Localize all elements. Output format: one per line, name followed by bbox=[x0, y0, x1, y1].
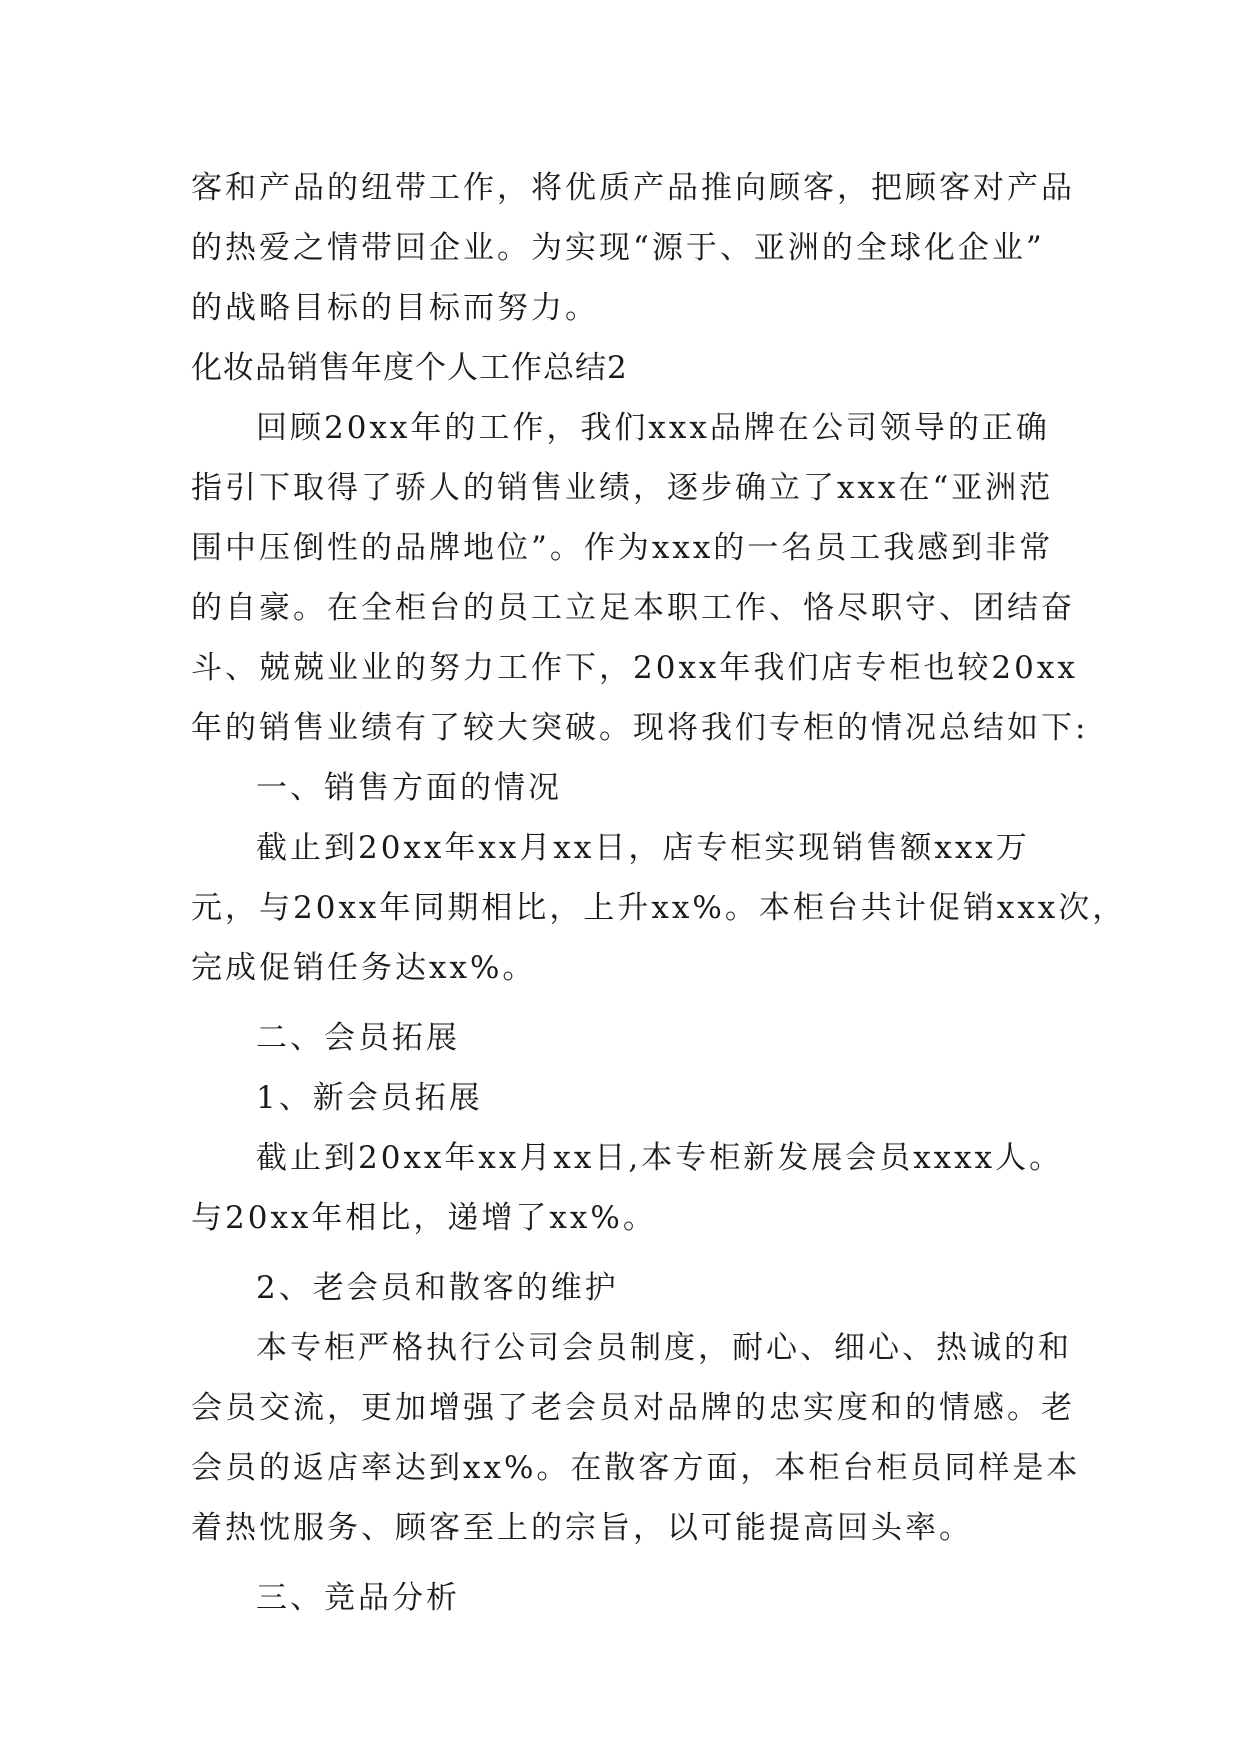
text-line: 与20xx年相比，递增了xx%。 bbox=[191, 1200, 657, 1236]
text-line: 围中压倒性的品牌地位”。作为xxx的一名员工我感到非常 bbox=[191, 530, 1054, 566]
text-line: 斗、兢兢业业的努力工作下，20xx年我们店专柜也较20xx bbox=[191, 650, 1078, 686]
text-line: 指引下取得了骄人的销售业绩，逐步确立了xxx在“亚洲范 bbox=[191, 470, 1054, 506]
text-line: 的自豪。在全柜台的员工立足本职工作、恪尽职守、团结奋 bbox=[191, 590, 1075, 626]
text-line: 元，与20xx年同期相比，上升xx%。本柜台共计促销xxx次， bbox=[191, 890, 1127, 926]
document-body bbox=[191, 158, 1127, 1628]
text-line: 完成促销任务达xx%。 bbox=[191, 950, 537, 986]
subheading-old-members: 2、老会员和散客的维护 bbox=[256, 1270, 619, 1306]
section-title: 化妆品销售年度个人工作总结2 bbox=[191, 350, 628, 386]
paragraph-first-line: 截止到20xx年xx月xx日,本专柜新发展会员xxxx人。 bbox=[256, 1140, 1064, 1176]
subheading-new-members: 1、新会员拓展 bbox=[256, 1080, 483, 1116]
subheading-sales: 一、销售方面的情况 bbox=[256, 770, 562, 806]
subheading-members: 二、会员拓展 bbox=[256, 1020, 460, 1056]
spacer bbox=[191, 1558, 1053, 1568]
text-line: 会员交流，更加增强了老会员对品牌的忠实度和的情感。老 bbox=[191, 1390, 1075, 1426]
paragraph-first-line: 回顾20xx年的工作，我们xxx品牌在公司领导的正确 bbox=[256, 410, 1050, 446]
spacer bbox=[191, 998, 1053, 1008]
paragraph-first-line: 截止到20xx年xx月xx日，店专柜实现销售额xxx万 bbox=[256, 830, 1030, 866]
text-line: 客和产品的纽带工作，将优质产品推向顾客，把顾客对产品 bbox=[191, 170, 1075, 206]
paragraph-first-line: 本专柜严格执行公司会员制度，耐心、细心、热诚的和 bbox=[256, 1330, 1072, 1366]
text-line: 的热爱之情带回企业。为实现“源于、亚洲的全球化企业” bbox=[191, 230, 1045, 266]
text-line: 年的销售业绩有了较大突破。现将我们专柜的情况总结如下: bbox=[191, 710, 1089, 746]
subheading-competitors: 三、竞品分析 bbox=[256, 1580, 460, 1616]
spacer bbox=[191, 1248, 1053, 1258]
text-line: 的战略目标的目标而努力。 bbox=[191, 290, 599, 326]
text-line: 会员的返店率达到xx%。在散客方面，本柜台柜员同样是本 bbox=[191, 1450, 1081, 1486]
text-line: 着热忱服务、顾客至上的宗旨，以可能提高回头率。 bbox=[191, 1510, 973, 1546]
